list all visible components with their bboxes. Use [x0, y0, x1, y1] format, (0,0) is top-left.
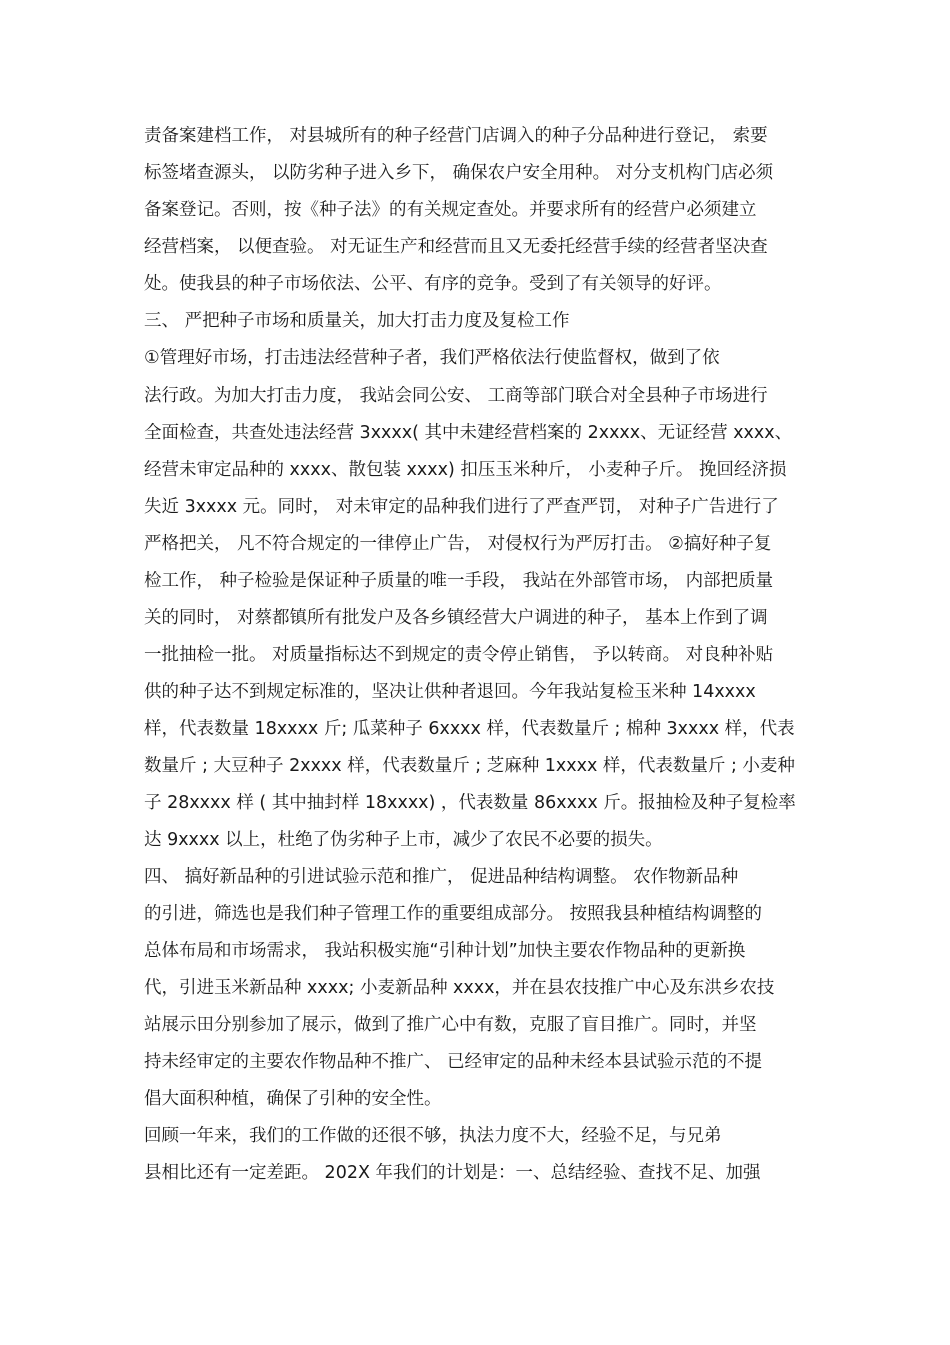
body-line: 严格把关， 凡不符合规定的一律停止广告， 对侵权行为严厉打击。 ②搞好种子复 [144, 534, 772, 554]
body-line: 代，引进玉米新品种 xxxx; 小麦新品种 xxxx，并在县农技推广中心及东洪乡农技 [144, 978, 775, 998]
section-heading: 四、 搞好新品种的引进试验示范和推广， 促进品种结构调整。 农作物新品种 [144, 867, 739, 887]
body-line: 的引进，筛选也是我们种子管理工作的重要组成部分。 按照我县种植结构调整的 [144, 904, 763, 924]
body-line: 倡大面积种植，确保了引种的安全性。 [144, 1089, 442, 1109]
body-line: 关的同时， 对蔡都镇所有批发户及各乡镇经营大户调进的种子， 基本上作到了调 [144, 608, 768, 628]
body-line: 标签堵查源头， 以防劣种子进入乡下， 确保农户安全用种。 对分支机构门店必须 [144, 163, 774, 183]
body-line: 法行政。为加大打击力度， 我站会同公安、 工商等部门联合对全县种子市场进行 [144, 386, 768, 406]
body-line: 达 9xxxx 以上，杜绝了伪劣种子上市，减少了农民不必要的损失。 [144, 830, 663, 850]
section-heading: 三、 严把种子市场和质量关，加大打击力度及复检工作 [144, 311, 570, 331]
body-line: 站展示田分别参加了展示，做到了推广心中有数，克服了盲目推广。同时，并坚 [144, 1015, 757, 1035]
body-line: 一批抽检一批。 对质量指标达不到规定的责令停止销售， 予以转商。 对良种补贴 [144, 645, 774, 665]
body-line: 全面检查，共查处违法经营 3xxxx( 其中未建经营档案的 2xxxx、无证经营 xxxx、 [144, 423, 793, 443]
body-line: 数量斤 ; 大豆种子 2xxxx 样，代表数量斤 ; 芝麻种 1xxxx 样，代表数量斤 ; 小麦种 [144, 756, 795, 776]
body-line: 样，代表数量 18xxxx 斤; 瓜菜种子 6xxxx 样，代表数量斤 ; 棉种 3xxxx 样，代表 [144, 719, 795, 739]
body-line: 经营档案， 以便查验。 对无证生产和经营而且又无委托经营手续的经营者坚决查 [144, 237, 768, 257]
body-line: 检工作， 种子检验是保证种子质量的唯一手段， 我站在外部管市场， 内部把质量 [144, 571, 774, 591]
body-line: 回顾一年来，我们的工作做的还很不够，执法力度不大，经验不足，与兄弟 [144, 1126, 722, 1146]
body-line: 供的种子达不到规定标准的，坚决让供种者退回。今年我站复检玉米种 14xxxx [144, 682, 756, 702]
body-line: 持未经审定的主要农作物品种不推广、 已经审定的品种未经本县试验示范的不提 [144, 1052, 763, 1072]
body-line: 总体布局和市场需求， 我站积极实施“引种计划”加快主要农作物品种的更新换 [144, 941, 746, 961]
body-line: ①管理好市场，打击违法经营种子者，我们严格依法行使监督权，做到了依 [144, 348, 720, 368]
body-line: 失近 3xxxx 元。同时， 对未审定的品种我们进行了严查严罚， 对种子广告进行了 [144, 497, 779, 517]
body-line: 子 28xxxx 样 ( 其中抽封样 18xxxx) ，代表数量 86xxxx 斤。报抽检及种子复检率 [144, 793, 796, 813]
body-line: 备案登记。否则，按《种子法》的有关规定查处。并要求所有的经营户必须建立 [144, 200, 757, 220]
body-line: 经营未审定品种的 xxxx、散包装 xxxx) 扣压玉米种斤， 小麦种子斤。 挽回经济损 [144, 460, 787, 480]
body-line: 县相比还有一定差距。 202X 年我们的计划是：一、总结经验、查找不足、加强 [144, 1163, 761, 1183]
body-line: 责备案建档工作， 对县城所有的种子经营门店调入的种子分品种进行登记， 索要 [144, 126, 768, 146]
body-line: 处。使我县的种子市场依法、公平、有序的竞争。受到了有关领导的好评。 [144, 274, 722, 294]
